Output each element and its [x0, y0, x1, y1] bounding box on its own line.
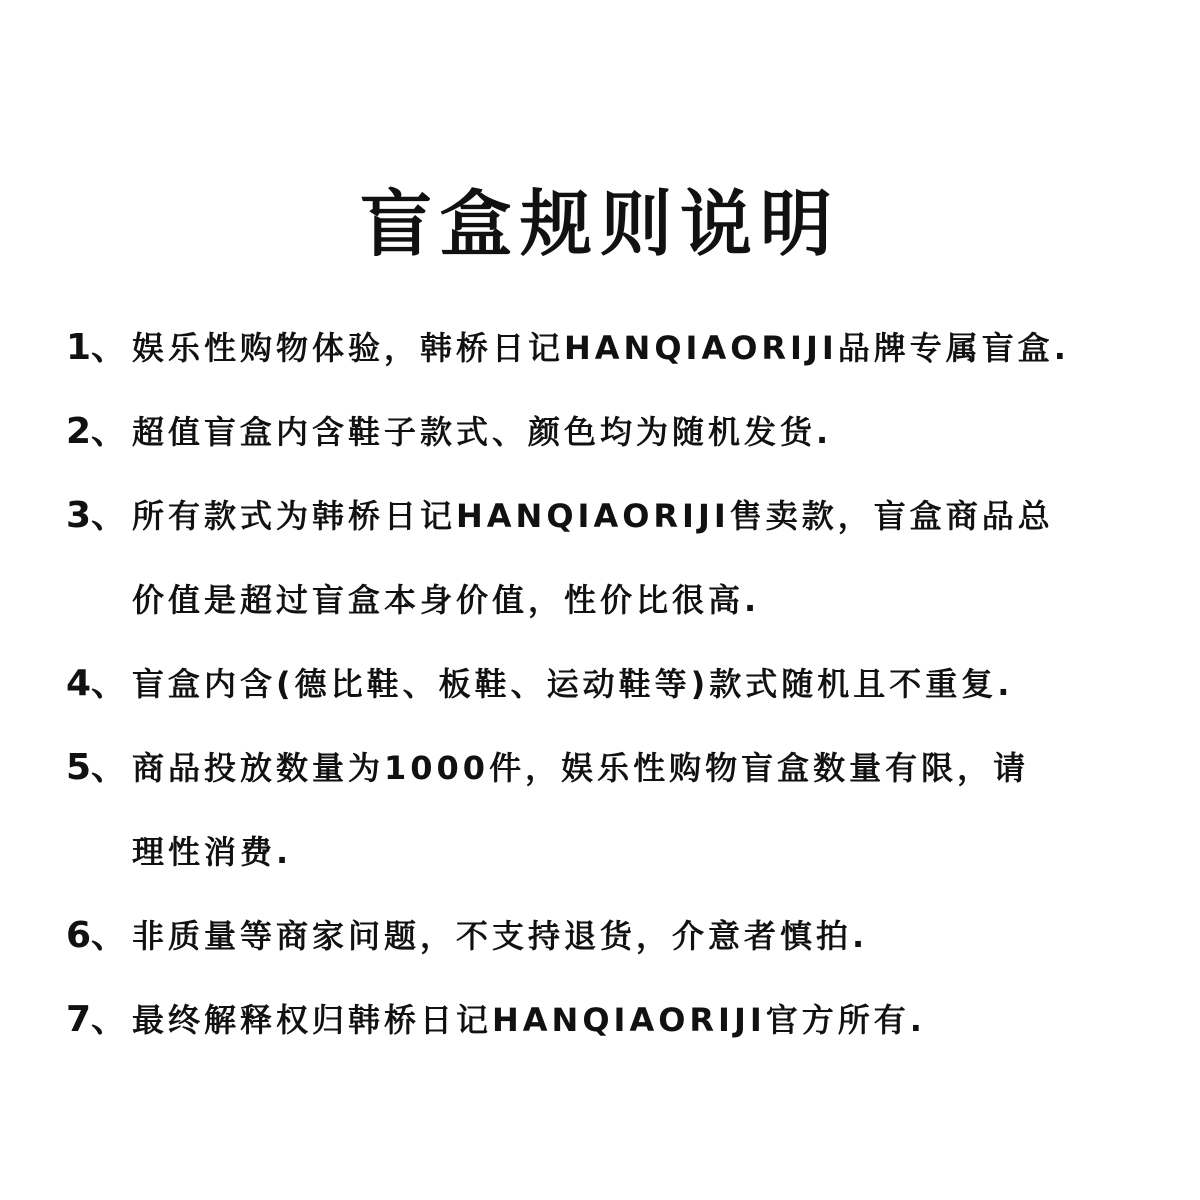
rule-number: 4、 [66, 663, 128, 704]
rule-number: 1、 [66, 327, 128, 368]
rule-number: 2、 [66, 411, 128, 452]
rule-item-7 [66, 978, 1156, 1062]
rule-text-continuation: 理性消费. [132, 833, 293, 871]
rule-text: 盲盒内含(德比鞋、板鞋、运动鞋等)款式随机且不重复. [132, 665, 1014, 703]
page-title: 盲盒规则说明 [359, 182, 840, 267]
rule-number: 7、 [66, 999, 128, 1040]
rule-text: 非质量等商家问题，不支持退货，介意者慎拍. [132, 917, 869, 955]
rule-item-3 [66, 474, 1156, 642]
rule-text: 最终解释权归韩桥日记HANQIAORIJI官方所有. [132, 1001, 926, 1039]
rule-item-5 [66, 726, 1156, 894]
rule-text: 所有款式为韩桥日记HANQIAORIJI售卖款，盲盒商品总 [132, 497, 1054, 535]
rule-number: 6、 [66, 915, 128, 956]
rule-item-1 [66, 306, 1156, 390]
rule-text: 超值盲盒内含鞋子款式、颜色均为随机发货. [132, 413, 833, 451]
rule-number: 3、 [66, 495, 128, 536]
rule-item-2 [66, 390, 1156, 474]
rule-text-continuation: 价值是超过盲盒本身价值，性价比很高. [132, 581, 761, 619]
rule-text: 娱乐性购物体验，韩桥日记HANQIAORIJI品牌专属盲盒. [132, 329, 1070, 367]
rule-item-6 [66, 894, 1156, 978]
rules-list [66, 306, 1156, 1062]
rule-number: 5、 [66, 747, 128, 788]
rule-item-4 [66, 642, 1156, 726]
rule-text: 商品投放数量为1000件，娱乐性购物盲盒数量有限，请 [132, 749, 1030, 787]
